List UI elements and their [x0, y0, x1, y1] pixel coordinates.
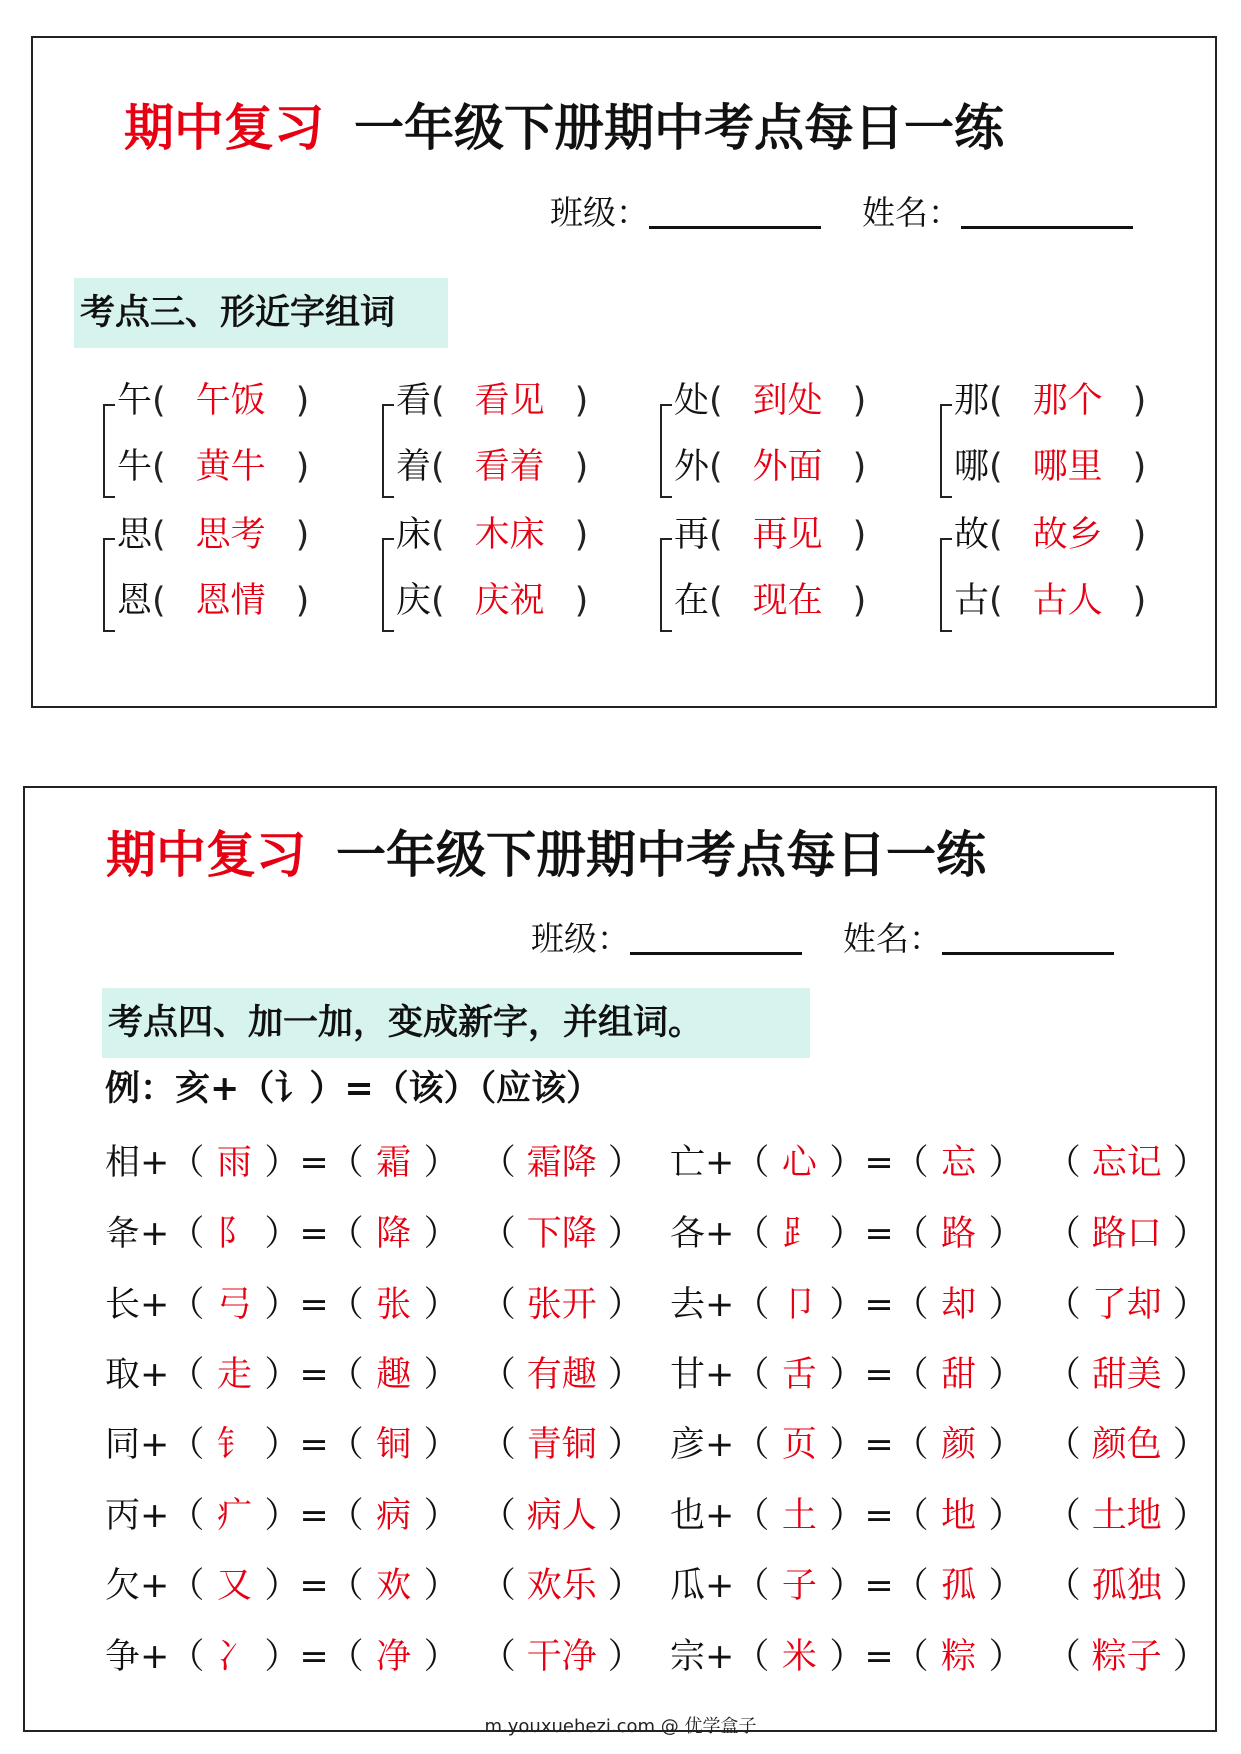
word-answer[interactable]: 路口	[1091, 1214, 1162, 1254]
paren-close: ）	[607, 1496, 643, 1536]
pair-row-1	[117, 381, 310, 421]
pair-char: 庆	[396, 581, 432, 621]
pair-word-answer[interactable]: 木床	[474, 515, 545, 555]
pair-row-1	[117, 515, 310, 555]
word-answer[interactable]: 病人	[526, 1496, 597, 1536]
plus-sign: +（	[705, 1143, 770, 1183]
paren-open: (	[989, 381, 1003, 421]
equals-sign: ）=（	[264, 1214, 364, 1254]
plus-sign: +（	[705, 1637, 770, 1677]
paren-open: （	[480, 1355, 516, 1395]
paren-close: ）	[607, 1214, 643, 1254]
paren-close: )	[1132, 381, 1147, 421]
equals-sign: ）=（	[829, 1496, 929, 1536]
pair-bracket	[103, 404, 115, 498]
paren-close: ）	[423, 1637, 459, 1677]
equation-row	[670, 1285, 1208, 1325]
card2-class-label: 班级：	[531, 919, 630, 958]
pair-word-answer[interactable]: 黄牛	[195, 447, 266, 487]
paren-close: )	[1132, 515, 1147, 555]
char-pair	[103, 515, 353, 658]
equals-sign: ）=（	[829, 1355, 929, 1395]
card1-title	[124, 99, 1004, 157]
plus-sign: +（	[140, 1425, 205, 1465]
paren-close: ）	[1172, 1496, 1208, 1536]
pair-char: 故	[954, 515, 990, 555]
card1-section-heading: 考点三、形近字组词	[74, 278, 448, 348]
radical-answer[interactable]: 走	[216, 1355, 252, 1395]
paren-close: ）	[1172, 1425, 1208, 1465]
paren-open: （	[1045, 1637, 1081, 1677]
paren-open: (	[709, 515, 723, 555]
equation-row	[105, 1355, 643, 1395]
radical-answer[interactable]: 卩	[781, 1285, 817, 1325]
new-char-answer[interactable]: 张	[376, 1285, 412, 1325]
paren-close: ）	[607, 1566, 643, 1606]
card2-title-black: 一年级下册期中考点每日一练	[336, 826, 986, 884]
plus-sign: +（	[705, 1425, 770, 1465]
plus-sign: +（	[705, 1214, 770, 1254]
pair-row-1	[954, 381, 1147, 421]
pair-row-2	[954, 447, 1147, 487]
equals-sign: ）=（	[264, 1637, 364, 1677]
paren-close: )	[574, 581, 589, 621]
equals-sign: ）=（	[264, 1285, 364, 1325]
equation-row	[670, 1566, 1208, 1606]
equals-sign: ）=（	[264, 1566, 364, 1606]
plus-sign: +（	[705, 1496, 770, 1536]
base-char: 也	[670, 1496, 706, 1536]
plus-sign: +（	[140, 1496, 205, 1536]
paren-open: (	[431, 515, 445, 555]
char-pair	[940, 381, 1190, 524]
card1-name-label: 姓名：	[862, 193, 961, 232]
equals-sign: ）=（	[829, 1425, 929, 1465]
paren-open: （	[1045, 1214, 1081, 1254]
paren-close: )	[295, 515, 310, 555]
paren-close: )	[852, 515, 867, 555]
pair-word-answer[interactable]: 思考	[195, 515, 266, 555]
paren-open: (	[709, 381, 723, 421]
pair-bracket	[382, 538, 394, 632]
pair-char: 古	[954, 581, 990, 621]
equation-row	[670, 1637, 1208, 1677]
plus-sign: +（	[705, 1285, 770, 1325]
pair-char: 床	[396, 515, 432, 555]
paren-open: （	[480, 1214, 516, 1254]
base-char: 相	[105, 1143, 141, 1183]
paren-close: ）	[1172, 1637, 1208, 1677]
pair-char: 牛	[117, 447, 153, 487]
equation-row	[105, 1637, 643, 1677]
pair-bracket	[940, 538, 952, 632]
paren-open: （	[1045, 1355, 1081, 1395]
pair-row-1	[674, 515, 867, 555]
paren-open: (	[152, 381, 166, 421]
paren-open: (	[431, 381, 445, 421]
pair-char: 思	[117, 515, 153, 555]
paren-close: )	[852, 447, 867, 487]
paren-close: ）	[607, 1425, 643, 1465]
radical-answer[interactable]: 心	[781, 1143, 817, 1183]
new-char-answer[interactable]: 颜	[941, 1425, 977, 1465]
pair-char: 看	[396, 381, 432, 421]
radical-answer[interactable]: 阝	[216, 1214, 252, 1254]
char-pair	[382, 515, 632, 658]
paren-open: （	[480, 1566, 516, 1606]
card1-class-label: 班级：	[550, 193, 649, 232]
paren-close: )	[852, 581, 867, 621]
paren-open: (	[989, 515, 1003, 555]
pair-char: 再	[674, 515, 710, 555]
paren-open: （	[1045, 1566, 1081, 1606]
pair-word-answer[interactable]: 看见	[474, 381, 545, 421]
equation-row	[105, 1566, 643, 1606]
pair-bracket	[103, 538, 115, 632]
char-pair	[103, 381, 353, 524]
paren-close: )	[574, 381, 589, 421]
card2-name-blank[interactable]	[942, 952, 1114, 955]
base-char: 彦	[670, 1425, 706, 1465]
base-char: 争	[105, 1637, 141, 1677]
base-char: 宗	[670, 1637, 706, 1677]
word-answer[interactable]: 甜美	[1091, 1355, 1162, 1395]
new-char-answer[interactable]: 路	[941, 1214, 977, 1254]
new-char-answer[interactable]: 孤	[941, 1566, 977, 1606]
plus-sign: +（	[705, 1566, 770, 1606]
pair-word-answer[interactable]: 故乡	[1032, 515, 1103, 555]
equation-row	[670, 1214, 1208, 1254]
radical-answer[interactable]: 米	[781, 1637, 817, 1677]
paren-open: (	[152, 447, 166, 487]
paren-close: ）	[988, 1425, 1024, 1465]
new-char-answer[interactable]: 欢	[376, 1566, 412, 1606]
paren-close: ）	[607, 1143, 643, 1183]
radical-answer[interactable]: 土	[781, 1496, 817, 1536]
new-char-answer[interactable]: 降	[376, 1214, 412, 1254]
paren-open: (	[431, 581, 445, 621]
paren-close: ）	[1172, 1143, 1208, 1183]
radical-answer[interactable]: 又	[216, 1566, 252, 1606]
pair-word-answer[interactable]: 午饭	[195, 381, 266, 421]
char-pair	[940, 515, 1190, 658]
pair-char: 恩	[117, 581, 153, 621]
pair-row-2	[674, 581, 867, 621]
base-char: 丙	[105, 1496, 141, 1536]
char-pair	[660, 515, 910, 658]
paren-close: ）	[988, 1214, 1024, 1254]
radical-answer[interactable]: 疒	[216, 1496, 252, 1536]
radical-answer[interactable]: 页	[781, 1425, 817, 1465]
pair-char: 在	[674, 581, 710, 621]
paren-close: ）	[988, 1496, 1024, 1536]
base-char: 瓜	[670, 1566, 706, 1606]
paren-close: ）	[423, 1355, 459, 1395]
paren-close: ）	[988, 1143, 1024, 1183]
equation-row	[105, 1425, 643, 1465]
plus-sign: +（	[140, 1637, 205, 1677]
radical-answer[interactable]: 雨	[216, 1143, 252, 1183]
card1-student-info	[550, 193, 1133, 232]
card1-title-red: 期中复习	[124, 99, 324, 157]
paren-open: （	[1045, 1425, 1081, 1465]
pair-row-1	[396, 381, 589, 421]
card2-student-info	[531, 919, 1114, 958]
base-char: 甘	[670, 1355, 706, 1395]
word-answer[interactable]: 颜色	[1091, 1425, 1162, 1465]
equation-row	[670, 1143, 1208, 1183]
new-char-answer[interactable]: 却	[941, 1285, 977, 1325]
radical-answer[interactable]: 舌	[781, 1355, 817, 1395]
paren-close: ）	[988, 1355, 1024, 1395]
paren-close: )	[1132, 447, 1147, 487]
pair-char: 着	[396, 447, 432, 487]
card2-class-blank[interactable]	[630, 952, 802, 955]
card2-name-label: 姓名：	[843, 919, 942, 958]
new-char-answer[interactable]: 粽	[941, 1637, 977, 1677]
new-char-answer[interactable]: 铜	[376, 1425, 412, 1465]
paren-close: ）	[423, 1285, 459, 1325]
paren-close: ）	[1172, 1285, 1208, 1325]
radical-answer[interactable]: 子	[781, 1566, 817, 1606]
word-answer[interactable]: 粽子	[1091, 1637, 1162, 1677]
pair-row-2	[396, 581, 589, 621]
pair-row-2	[396, 447, 589, 487]
equals-sign: ）=（	[829, 1285, 929, 1325]
plus-sign: +（	[140, 1566, 205, 1606]
word-answer[interactable]: 土地	[1091, 1496, 1162, 1536]
pair-bracket	[382, 404, 394, 498]
pair-row-2	[954, 581, 1147, 621]
word-answer[interactable]: 忘记	[1091, 1143, 1162, 1183]
base-char: 同	[105, 1425, 141, 1465]
word-answer[interactable]: 张开	[526, 1285, 597, 1325]
equals-sign: ）=（	[264, 1143, 364, 1183]
word-answer[interactable]: 有趣	[526, 1355, 597, 1395]
pair-word-answer[interactable]: 到处	[752, 381, 823, 421]
equals-sign: ）=（	[264, 1355, 364, 1395]
paren-close: )	[295, 581, 310, 621]
paren-open: （	[1045, 1143, 1081, 1183]
base-char: 长	[105, 1285, 141, 1325]
radical-answer[interactable]: 弓	[216, 1285, 252, 1325]
base-char: 去	[670, 1285, 706, 1325]
paren-close: ）	[1172, 1214, 1208, 1254]
paren-close: ）	[1172, 1355, 1208, 1395]
paren-open: （	[480, 1425, 516, 1465]
new-char-answer[interactable]: 趣	[376, 1355, 412, 1395]
base-char: 亡	[670, 1143, 706, 1183]
equals-sign: ）=（	[829, 1637, 929, 1677]
plus-sign: +（	[140, 1143, 205, 1183]
new-char-answer[interactable]: 地	[941, 1496, 977, 1536]
paren-close: ）	[423, 1566, 459, 1606]
equation-row	[105, 1143, 643, 1183]
pair-word-answer[interactable]: 哪里	[1032, 447, 1103, 487]
pair-bracket	[940, 404, 952, 498]
pair-char: 处	[674, 381, 710, 421]
pair-word-answer[interactable]: 现在	[752, 581, 823, 621]
paren-open: (	[431, 447, 445, 487]
paren-open: （	[480, 1143, 516, 1183]
pair-word-answer[interactable]: 庆祝	[474, 581, 545, 621]
base-char: 取	[105, 1355, 141, 1395]
equation-row	[670, 1496, 1208, 1536]
new-char-answer[interactable]: 病	[376, 1496, 412, 1536]
pair-char: 午	[117, 381, 153, 421]
word-answer[interactable]: 干净	[526, 1637, 597, 1677]
plus-sign: +（	[140, 1355, 205, 1395]
paren-close: ）	[607, 1285, 643, 1325]
card1-class-blank[interactable]	[649, 226, 821, 229]
pair-word-answer[interactable]: 那个	[1032, 381, 1103, 421]
paren-close: )	[574, 515, 589, 555]
radical-answer[interactable]: 冫	[216, 1637, 252, 1677]
pair-row-1	[674, 381, 867, 421]
pair-row-2	[117, 447, 310, 487]
paren-close: ）	[988, 1285, 1024, 1325]
pair-char: 那	[954, 381, 990, 421]
equals-sign: ）=（	[829, 1214, 929, 1254]
card1-name-blank[interactable]	[961, 226, 1133, 229]
pair-char: 哪	[954, 447, 990, 487]
char-pair	[660, 381, 910, 524]
paren-open: (	[709, 447, 723, 487]
paren-close: ）	[607, 1355, 643, 1395]
word-answer[interactable]: 欢乐	[526, 1566, 597, 1606]
word-answer[interactable]: 霜降	[526, 1143, 597, 1183]
equation-row	[670, 1425, 1208, 1465]
paren-close: )	[852, 381, 867, 421]
example-line: 例：亥+（讠）=（该）（应该）	[105, 1069, 602, 1109]
equals-sign: ）=（	[264, 1425, 364, 1465]
equation-row	[670, 1355, 1208, 1395]
pair-row-2	[117, 581, 310, 621]
equation-row	[105, 1214, 643, 1254]
paren-open: （	[1045, 1496, 1081, 1536]
paren-close: )	[295, 447, 310, 487]
paren-open: （	[480, 1637, 516, 1677]
pair-row-1	[396, 515, 589, 555]
paren-close: ）	[423, 1425, 459, 1465]
word-answer[interactable]: 下降	[526, 1214, 597, 1254]
new-char-answer[interactable]: 忘	[941, 1143, 977, 1183]
pair-row-2	[674, 447, 867, 487]
paren-close: ）	[988, 1637, 1024, 1677]
paren-open: (	[152, 515, 166, 555]
char-pair	[382, 381, 632, 524]
plus-sign: +（	[140, 1285, 205, 1325]
pair-word-answer[interactable]: 古人	[1032, 581, 1103, 621]
paren-close: ）	[988, 1566, 1024, 1606]
pair-word-answer[interactable]: 外面	[752, 447, 823, 487]
card2-title	[106, 826, 986, 884]
equals-sign: ）=（	[829, 1566, 929, 1606]
pair-bracket	[660, 404, 672, 498]
paren-close: ）	[1172, 1566, 1208, 1606]
radical-answer[interactable]: 钅	[216, 1425, 252, 1465]
word-answer[interactable]: 青铜	[526, 1425, 597, 1465]
word-answer[interactable]: 孤独	[1091, 1566, 1162, 1606]
word-answer[interactable]: 了却	[1091, 1285, 1162, 1325]
paren-open: （	[480, 1285, 516, 1325]
card2-title-red: 期中复习	[106, 826, 306, 884]
paren-open: (	[989, 581, 1003, 621]
pair-bracket	[660, 538, 672, 632]
paren-close: )	[295, 381, 310, 421]
paren-open: (	[152, 581, 166, 621]
equation-row	[105, 1285, 643, 1325]
paren-open: （	[1045, 1285, 1081, 1325]
new-char-answer[interactable]: 净	[376, 1637, 412, 1677]
pair-word-answer[interactable]: 恩情	[195, 581, 266, 621]
footer-watermark: m.youxuehezi.com @ 优学盒子	[484, 1716, 757, 1737]
equals-sign: ）=（	[264, 1496, 364, 1536]
radical-answer[interactable]: ⻊	[781, 1214, 817, 1254]
base-char: 各	[670, 1214, 706, 1254]
paren-close: ）	[423, 1214, 459, 1254]
pair-char: 外	[674, 447, 710, 487]
paren-close: )	[574, 447, 589, 487]
paren-open: （	[480, 1496, 516, 1536]
paren-close: )	[1132, 581, 1147, 621]
paren-close: ）	[423, 1496, 459, 1536]
equals-sign: ）=（	[829, 1143, 929, 1183]
card2-section-heading: 考点四、加一加，变成新字，并组词。	[102, 988, 810, 1058]
pair-row-1	[954, 515, 1147, 555]
plus-sign: +（	[140, 1214, 205, 1254]
card1-title-black: 一年级下册期中考点每日一练	[354, 99, 1004, 157]
paren-open: (	[989, 447, 1003, 487]
new-char-answer[interactable]: 甜	[941, 1355, 977, 1395]
equation-row	[105, 1496, 643, 1536]
pair-word-answer[interactable]: 再见	[752, 515, 823, 555]
new-char-answer[interactable]: 霜	[376, 1143, 412, 1183]
pair-word-answer[interactable]: 看着	[474, 447, 545, 487]
paren-close: ）	[607, 1637, 643, 1677]
base-char: 夅	[105, 1214, 141, 1254]
plus-sign: +（	[705, 1355, 770, 1395]
paren-open: (	[709, 581, 723, 621]
base-char: 欠	[105, 1566, 141, 1606]
paren-close: ）	[423, 1143, 459, 1183]
